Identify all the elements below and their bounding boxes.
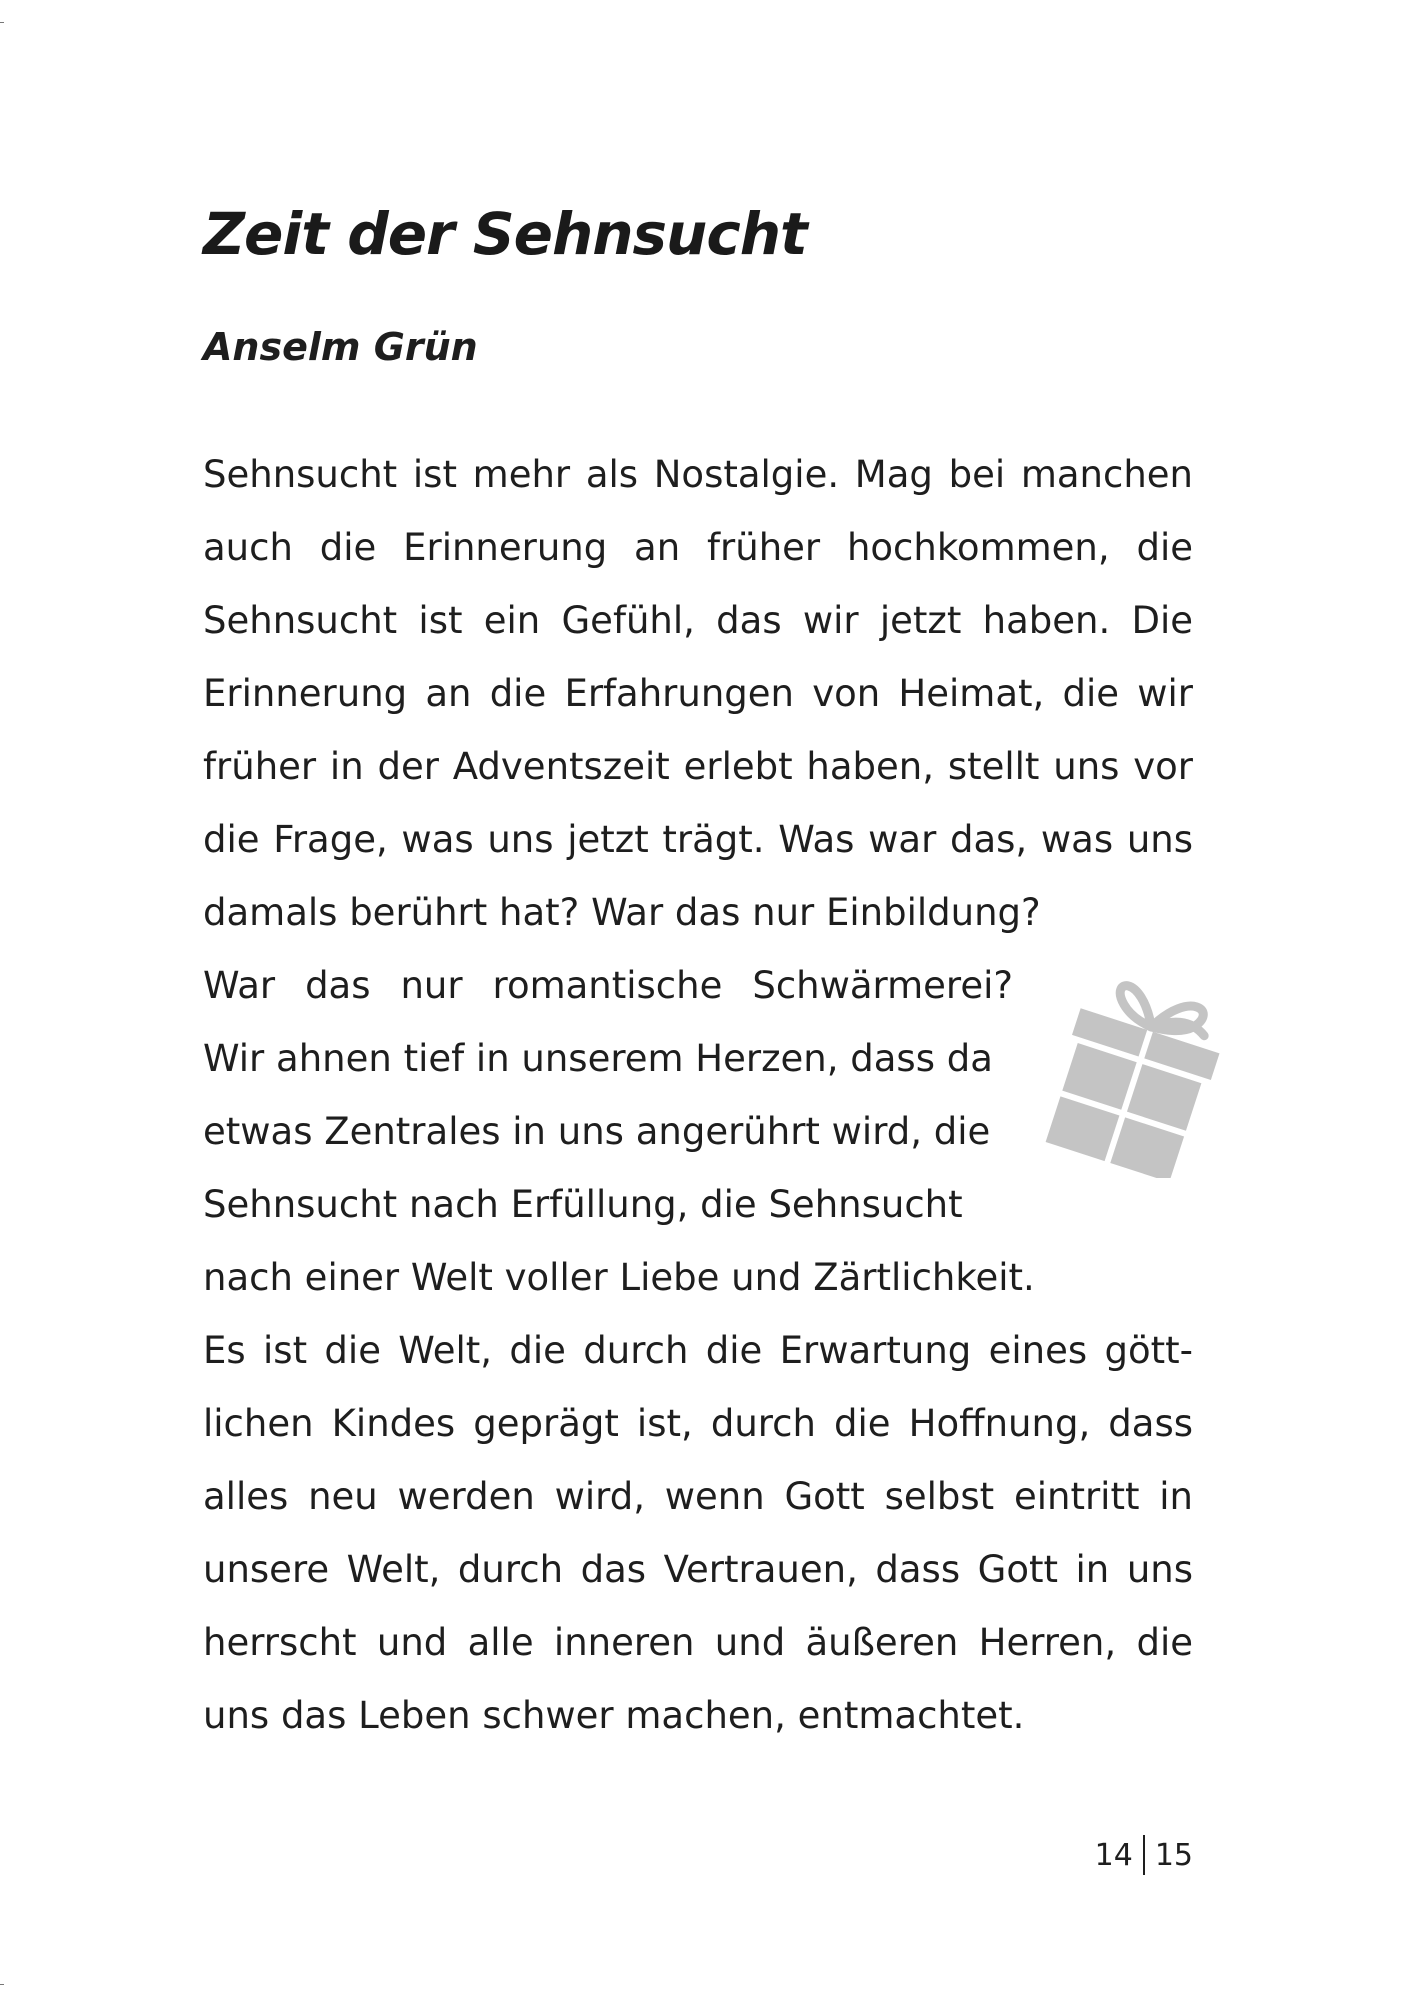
text-line: Sehnsucht ist ein Gefühl, das wir jetzt haben. Die — [203, 599, 1193, 642]
text-line: Sehnsucht nach Erfüllung, die Sehnsucht — [203, 1183, 963, 1226]
text-line: unsere Welt, durch das Vertrauen, dass Gott in uns — [203, 1548, 1193, 1591]
text-line: lichen Kindes geprägt ist, durch die Hoffnung, dass — [203, 1402, 1193, 1445]
text-line: Es ist die Welt, die durch die Erwartung eines gött- — [203, 1329, 1193, 1372]
author-name: Anselm Grün — [203, 325, 478, 369]
text-line: Erinnerung an die Erfahrungen von Heimat, die wir — [203, 672, 1193, 715]
page-number-separator — [1143, 1835, 1145, 1875]
text-line: die Frage, was uns jetzt trägt. Was war das, was uns — [203, 818, 1193, 861]
page-number-left: 14 — [1094, 1837, 1133, 1873]
gift-icon — [1040, 968, 1240, 1178]
text-line: Sehnsucht ist mehr als Nostalgie. Mag bei manchen — [203, 453, 1193, 496]
text-line: uns das Leben schwer machen, entmachtet. — [203, 1694, 1025, 1737]
text-line: auch die Erinnerung an früher hochkommen, die — [203, 526, 1193, 569]
page-numbers — [1095, 1835, 1193, 1875]
text-line: alles neu werden wird, wenn Gott selbst eintritt in — [203, 1475, 1193, 1518]
text-line: War das nur romantische Schwärmerei? — [203, 964, 1013, 1007]
text-line: damals berührt hat? War das nur Einbildung? — [203, 891, 1041, 934]
text-line: etwas Zentrales in uns angerührt wird, die — [203, 1110, 991, 1153]
page-title: Zeit der Sehnsucht — [203, 200, 807, 268]
page-number-right: 15 — [1154, 1837, 1193, 1873]
text-line: früher in der Adventszeit erlebt haben, stellt uns vor — [203, 745, 1193, 788]
text-line: herrscht und alle inneren und äußeren Herren, die — [203, 1621, 1193, 1664]
text-line: nach einer Welt voller Liebe und Zärtlichkeit. — [203, 1256, 1035, 1299]
text-line: Wir ahnen tief in unserem Herzen, dass da — [203, 1037, 993, 1080]
crop-mark-bottom — [0, 1984, 4, 1985]
crop-mark-top — [0, 22, 4, 23]
